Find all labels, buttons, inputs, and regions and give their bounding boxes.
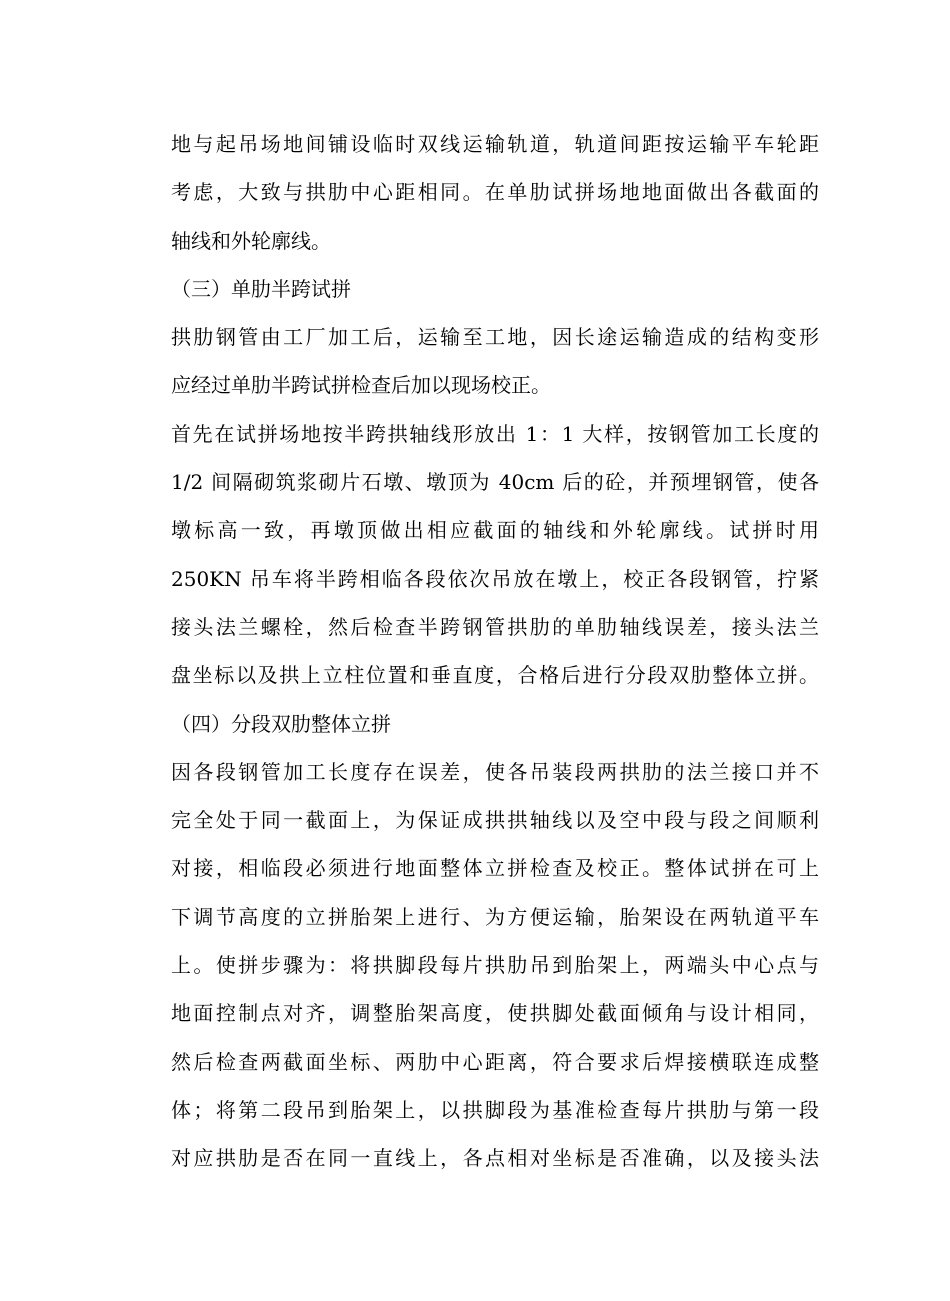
text-line: 轴线和外轮廓线。: [171, 228, 331, 253]
text-line: 对应拱肋是否在同一直线上，各点相对坐标是否准确，以及接头法: [171, 1146, 819, 1171]
text-line: 250KN 吊车将半跨相临各段依次吊放在墩上，校正各段钢管，拧紧: [171, 566, 819, 591]
text-line: 首先在试拼场地按半跨拱轴线形放出 1：1 大样，按钢管加工长度的: [171, 421, 819, 446]
text-line: 下调节高度的立拼胎架上进行、为方便运输，胎架设在两轨道平车: [171, 904, 819, 929]
text-line: 地面控制点对齐，调整胎架高度，使拱脚处截面倾角与设计相同，: [171, 1001, 819, 1026]
text-line: 对接，相临段必须进行地面整体立拼检查及校正。整体试拼在可上: [171, 856, 819, 881]
body-text: [171, 120, 819, 1183]
text-line: 地与起吊场地间铺设临时双线运输轨道，轨道间距按运输平车轮距: [171, 132, 819, 156]
text-line: 体；将第二段吊到胎架上，以拱脚段为基准检查每片拱肋与第一段: [171, 1097, 819, 1122]
text-line: 上。使拼步骤为：将拱脚段每片拱肋吊到胎架上，两端头中心点与: [171, 953, 819, 978]
text-line: 然后检查两截面坐标、两肋中心距离，符合要求后焊接横联连成整: [171, 1049, 819, 1074]
section-heading-4: （四）分段双肋整体立拼: [171, 711, 391, 736]
text-line: 应经过单肋半跨试拼检查后加以现场校正。: [171, 373, 551, 398]
text-line: 盘坐标以及拱上立柱位置和垂直度，合格后进行分段双肋整体立拼。: [171, 663, 819, 688]
text-line: 墩标高一致，再墩顶做出相应截面的轴线和外轮廓线。试拼时用: [171, 518, 819, 543]
text-line: 拱肋钢管由工厂加工后，运输至工地，因长途运输造成的结构变形: [171, 325, 819, 350]
section-heading-3: （三）单肋半跨试拼: [171, 276, 351, 301]
text-line: 考虑，大致与拱肋中心距相同。在单肋试拼场地地面做出各截面的: [171, 180, 819, 205]
text-line: 1/2 间隔砌筑浆砌片石墩、墩顶为 40cm 后的砼，并预埋钢管，使各: [171, 470, 819, 495]
text-line: 因各段钢管加工长度存在误差，使各吊装段两拱肋的法兰接口并不: [171, 759, 819, 784]
text-line: 接头法兰螺栓，然后检查半跨钢管拱肋的单肋轴线误差，接头法兰: [171, 614, 819, 639]
text-line: 完全处于同一截面上，为保证成拱拱轴线以及空中段与段之间顺利: [171, 808, 819, 833]
